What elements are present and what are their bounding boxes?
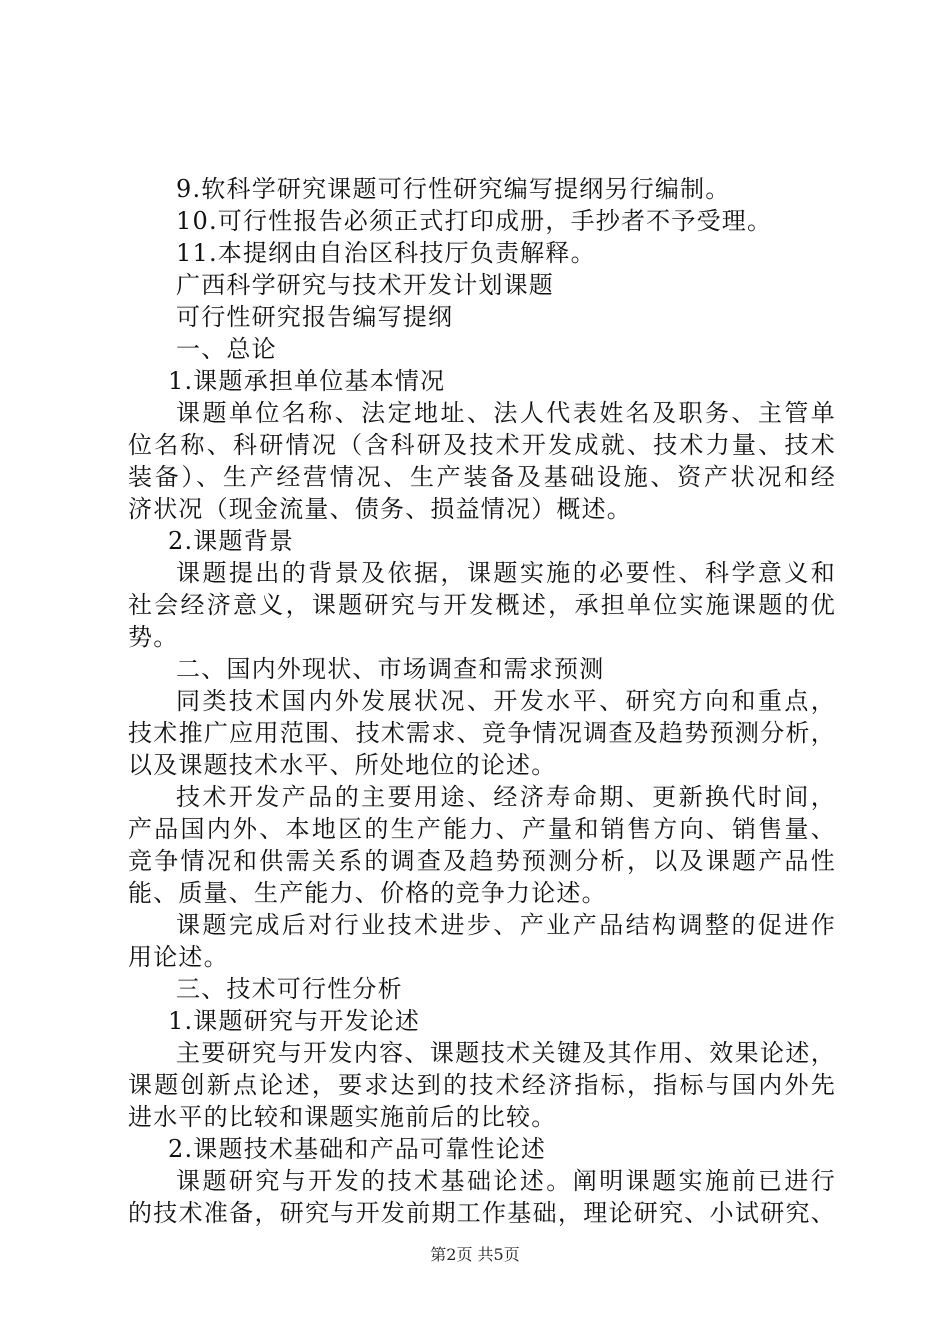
paragraph-line: 进水平的比较和课题实施前后的比较。 (128, 1103, 557, 1131)
subheading-3-2: 2.课题技术基础和产品可靠性论述 (168, 1135, 547, 1163)
paragraph-line: 课题提出的背景及依据，课题实施的必要性、科学意义和 (176, 559, 836, 587)
paragraph-line: 课题单位名称、法定地址、法人代表姓名及职务、主管单 (176, 399, 836, 427)
paragraph-line: 同类技术国内外发展状况、开发水平、研究方向和重点， (176, 687, 836, 715)
paragraph-line: 主要研究与开发内容、课题技术关键及其作用、效果论述， (176, 1039, 836, 1067)
heading-3: 三、技术可行性分析 (176, 975, 403, 1003)
paragraph-line: 竞争情况和供需关系的调查及趋势预测分析，以及课题产品性 (128, 847, 836, 875)
paragraph-line: 势。 (128, 623, 179, 651)
section-title: 广西科学研究与技术开发计划课题 (176, 271, 554, 299)
document-body (128, 173, 836, 1229)
paragraph-line: 课题创新点论述，要求达到的技术经济指标，指标与国内外先 (128, 1071, 836, 1099)
paragraph-line: 以及课题技术水平、所处地位的论述。 (128, 751, 557, 779)
list-item-10: 10.可行性报告必须正式打印成册，手抄者不予受理。 (176, 207, 773, 235)
paragraph-line: 济状况（现金流量、债务、损益情况）概述。 (128, 495, 632, 523)
paragraph-line: 技术推广应用范围、技术需求、竞争情况调查及趋势预测分析， (128, 719, 836, 747)
section-subtitle: 可行性研究报告编写提纲 (176, 303, 454, 331)
paragraph-line: 课题完成后对行业技术进步、产业产品结构调整的促进作 (176, 911, 836, 939)
paragraph-line: 能、质量、生产能力、价格的竞争力论述。 (128, 879, 607, 907)
page-footer: 第2页 共5页 (430, 1245, 520, 1264)
heading-1: 一、总论 (176, 335, 277, 363)
paragraph-line: 课题研究与开发的技术基础论述。阐明课题实施前已进行 (176, 1167, 836, 1195)
list-item-9: 9.软科学研究课题可行性研究编写提纲另行编制。 (176, 175, 731, 203)
subheading-1-2: 2.课题背景 (168, 527, 295, 555)
subheading-3-1: 1.课题研究与开发论述 (168, 1007, 421, 1035)
heading-2: 二、国内外现状、市场调查和需求预测 (176, 655, 605, 683)
list-item-11: 11.本提纲由自治区科技厅负责解释。 (176, 239, 596, 267)
paragraph-line: 社会经济意义，课题研究与开发概述，承担单位实施课题的优 (128, 591, 836, 619)
paragraph-line: 产品国内外、本地区的生产能力、产量和销售方向、销售量、 (128, 815, 836, 843)
subheading-1-1: 1.课题承担单位基本情况 (168, 367, 446, 395)
paragraph-line: 位名称、科研情况（含科研及技术开发成就、技术力量、技术 (128, 431, 836, 459)
paragraph-line: 的技术准备，研究与开发前期工作基础，理论研究、小试研究、 (128, 1199, 836, 1227)
paragraph-line: 用论述。 (128, 943, 229, 971)
paragraph-line: 技术开发产品的主要用途、经济寿命期、更新换代时间， (176, 783, 836, 811)
paragraph-line: 装备）、生产经营情况、生产装备及基础设施、资产状况和经 (128, 463, 836, 491)
